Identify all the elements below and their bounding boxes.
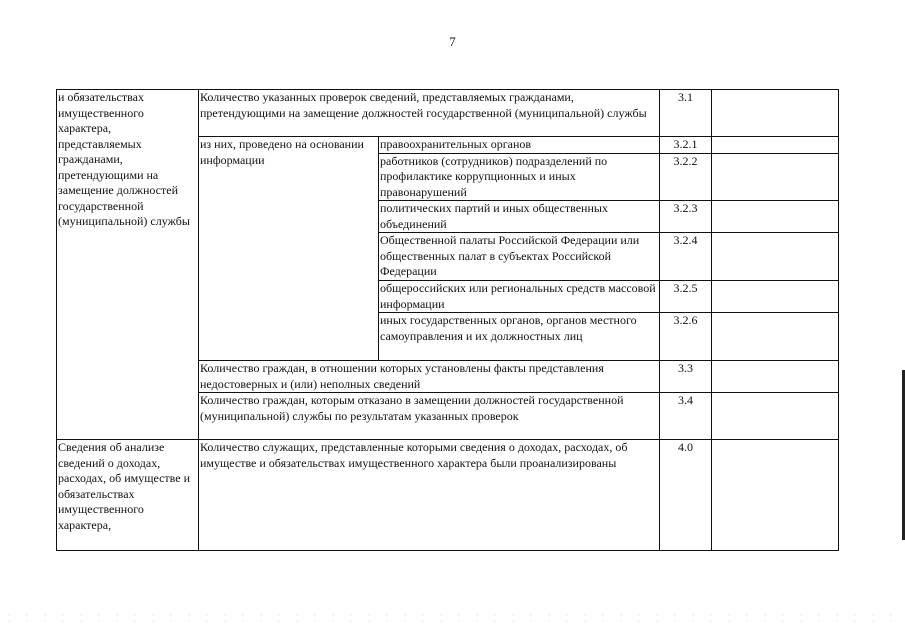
section-label: Сведения об анализе сведений о доходах, расходах, об имуществе и обязательствах имущественного характера,: [57, 440, 199, 551]
row-code: 4.0: [660, 440, 712, 551]
row-code: 3.2.4: [660, 233, 712, 281]
value-cell[interactable]: [712, 137, 839, 154]
row-code: 3.2.2: [660, 153, 712, 201]
row-code: 3.2.3: [660, 201, 712, 233]
row-code: 3.2.5: [660, 281, 712, 313]
value-cell[interactable]: [712, 313, 839, 361]
row-text: Количество граждан, в отношении которых установлены факты представления недостоверных и (или) неполных сведений: [199, 361, 660, 393]
page-number: 7: [449, 34, 456, 49]
table-row: [57, 90, 839, 137]
row-code: 3.4: [660, 393, 712, 440]
row-code: 3.1: [660, 90, 712, 137]
row-code: 3.3: [660, 361, 712, 393]
section-label: и обязательствах имущественного характера, представляемых гражданами, претендующими на замещение должностей государственной (муниципальной) службы: [57, 90, 199, 440]
value-cell[interactable]: [712, 281, 839, 313]
value-cell[interactable]: [712, 361, 839, 393]
row-text: Количество граждан, которым отказано в замещении должностей государственной (муниципальной) службы по результатам указанных проверок: [199, 393, 660, 440]
row-text: общероссийских или региональных средств массовой информации: [379, 281, 660, 313]
value-cell[interactable]: [712, 90, 839, 137]
table-row: [57, 440, 839, 551]
row-text: Количество указанных проверок сведений, представляемых гражданами, претендующими на замещение должностей государственной (муниципальной) службы: [199, 90, 660, 137]
group-label: из них, проведено на основании информации: [199, 137, 379, 361]
value-cell[interactable]: [712, 393, 839, 440]
value-cell[interactable]: [712, 201, 839, 233]
row-text: Количество служащих, представленные которыми сведения о доходах, расходах, об имуществе и обязательствах имущественного характера были проанализированы: [199, 440, 660, 551]
value-cell[interactable]: [712, 440, 839, 551]
scan-artifact-dots: [0, 612, 905, 622]
row-code: 3.2.1: [660, 137, 712, 154]
row-code: 3.2.6: [660, 313, 712, 361]
row-text: политических партий и иных общественных объединений: [379, 201, 660, 233]
row-text: правоохранительных органов: [379, 137, 660, 154]
row-text: Общественной палаты Российской Федерации или общественных палат в субъектах Российской Федерации: [379, 233, 660, 281]
row-text: работников (сотрудников) подразделений по профилактике коррупционных и иных правонарушений: [379, 153, 660, 201]
report-table: [56, 89, 839, 551]
value-cell[interactable]: [712, 153, 839, 201]
row-text: иных государственных органов, органов местного самоуправления и их должностных лиц: [379, 313, 660, 361]
value-cell[interactable]: [712, 233, 839, 281]
